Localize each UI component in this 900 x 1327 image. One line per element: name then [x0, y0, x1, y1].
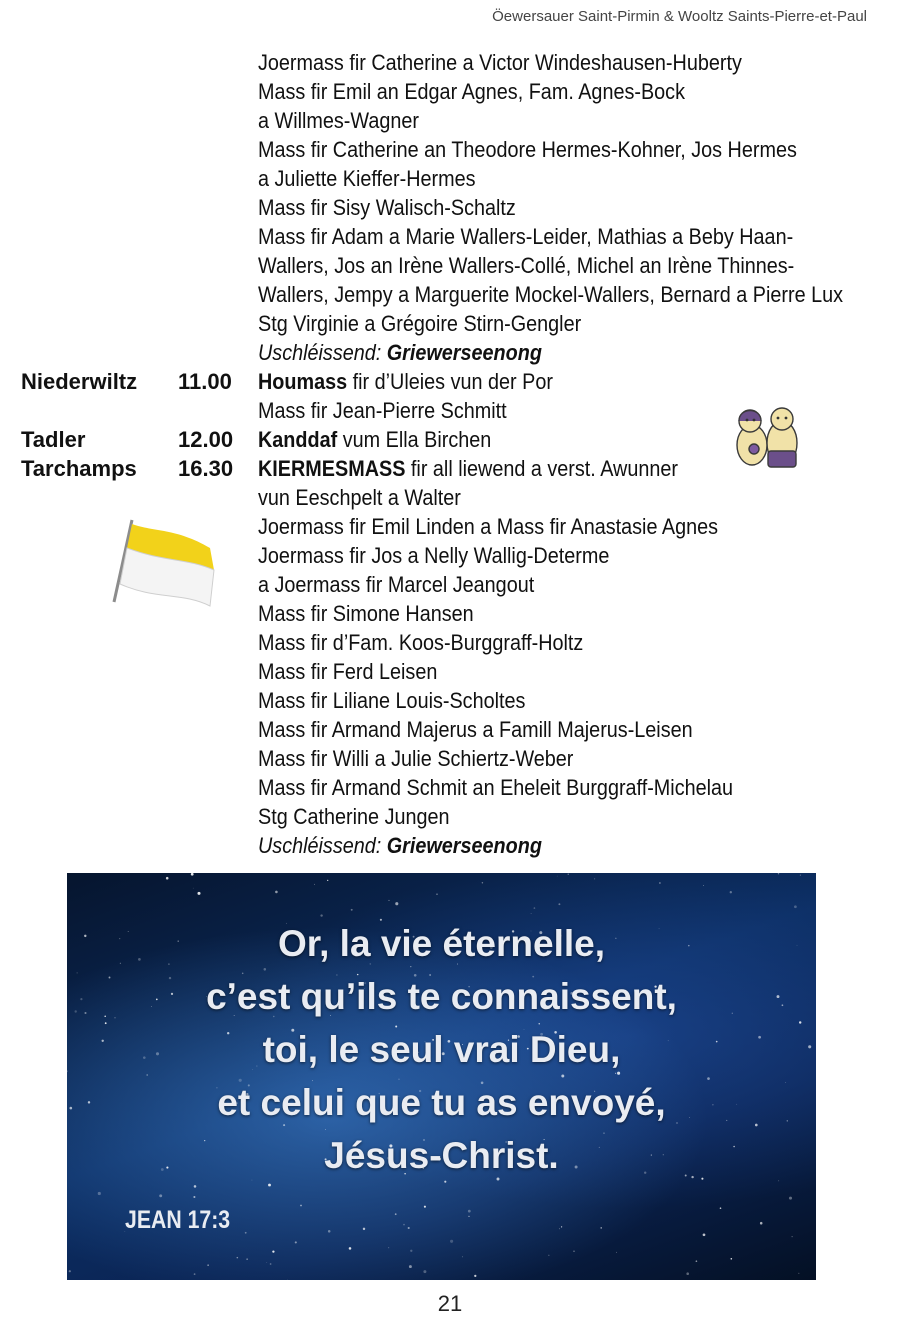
- star: [363, 1228, 365, 1230]
- intention-text: [258, 48, 742, 77]
- star: [462, 1256, 463, 1257]
- star: [568, 874, 569, 875]
- service-type: KIERMESMASS: [258, 456, 406, 481]
- star: [328, 1230, 331, 1233]
- location-name: Niederwiltz: [21, 369, 138, 394]
- schedule-row: [0, 657, 900, 686]
- star: [193, 888, 194, 889]
- star: [395, 1213, 397, 1215]
- schedule-row: [0, 831, 900, 860]
- intention-text: [258, 106, 419, 135]
- star: [207, 1264, 208, 1265]
- schedule-row: [0, 802, 900, 831]
- intention-detail: Mass fir Simone Hansen: [258, 601, 474, 626]
- star: [557, 876, 558, 877]
- star: [287, 1279, 288, 1280]
- intention-text: [258, 483, 461, 512]
- service-type: Griewerseenong: [386, 340, 542, 365]
- star: [194, 1185, 197, 1188]
- star: [659, 882, 661, 884]
- star: [295, 1241, 297, 1243]
- intention-detail: Mass fir Willi a Julie Schiertz-Weber: [258, 746, 574, 771]
- star: [159, 1194, 162, 1197]
- schedule-row: [0, 280, 900, 309]
- star: [561, 1226, 562, 1227]
- star: [703, 885, 704, 886]
- star: [436, 894, 437, 895]
- star: [468, 1210, 471, 1213]
- star: [760, 1222, 763, 1225]
- intention-text: [258, 280, 843, 309]
- star: [720, 1207, 722, 1209]
- star: [730, 891, 732, 893]
- star: [558, 903, 560, 905]
- star: [266, 1262, 267, 1263]
- schedule-row: [0, 744, 900, 773]
- star: [351, 909, 353, 911]
- star: [800, 875, 801, 876]
- star: [349, 1247, 352, 1250]
- intention-text: [258, 831, 542, 860]
- intention-text: [258, 309, 581, 338]
- mass-time: 12.00: [178, 427, 234, 452]
- intention-detail: Mass fir Sisy Walisch-Schaltz: [258, 195, 516, 220]
- intention-detail: Wallers, Jos an Irène Wallers-Collé, Michel an Irène Thinnes-: [258, 253, 795, 278]
- schedule-row: [0, 77, 900, 106]
- star: [166, 877, 169, 880]
- location-name: Tarchamps: [21, 456, 137, 481]
- intention-text: [258, 396, 507, 425]
- star: [327, 880, 328, 881]
- intention-text: [258, 338, 542, 367]
- intention-detail: vun Eeschpelt a Walter: [258, 485, 461, 510]
- mass-time: 11.00: [178, 369, 232, 394]
- star: [197, 892, 200, 895]
- intention-text: [258, 541, 609, 570]
- star: [482, 882, 483, 883]
- intention-detail: Mass fir Emil an Edgar Agnes, Fam. Agnes-Bock: [258, 79, 685, 104]
- star: [423, 1270, 426, 1273]
- star: [789, 1197, 792, 1200]
- followed-by-label: Uschléissend:: [258, 340, 387, 365]
- star: [794, 905, 797, 908]
- scripture-banner: [67, 873, 816, 1280]
- star: [314, 884, 315, 885]
- schedule-row: [0, 193, 900, 222]
- intention-detail: Mass fir Ferd Leisen: [258, 659, 438, 684]
- schedule-row: [0, 367, 900, 396]
- star: [559, 1228, 560, 1229]
- schedule-row: [0, 48, 900, 77]
- intention-detail: Mass fir Armand Majerus a Famill Majerus-Leisen: [258, 717, 693, 742]
- star: [424, 1206, 426, 1208]
- star: [548, 1255, 549, 1256]
- intention-text: [258, 135, 797, 164]
- intention-text: [258, 222, 793, 251]
- intention-detail: Mass fir Adam a Marie Wallers-Leider, Mathias a Beby Haan-: [258, 224, 794, 249]
- intention-text: [258, 512, 718, 541]
- intention-text: [258, 628, 583, 657]
- schedule-row: [0, 628, 900, 657]
- intention-detail: a Willmes-Wagner: [258, 108, 420, 133]
- intention-detail: Mass fir d’Fam. Koos-Burggraff-Holtz: [258, 630, 584, 655]
- schedule-row: [0, 164, 900, 193]
- service-type: Houmass: [258, 369, 348, 394]
- papal-flag-icon: [106, 518, 218, 610]
- intention-detail: a Juliette Kieffer-Hermes: [258, 166, 476, 191]
- schedule-row: [0, 106, 900, 135]
- star: [531, 913, 532, 914]
- mass-time: 16.30: [178, 456, 234, 481]
- schedule-row: [0, 309, 900, 338]
- star: [193, 1196, 195, 1198]
- star: [403, 1224, 405, 1226]
- cartoon-couple-icon: [730, 405, 804, 471]
- intention-detail: Stg Catherine Jungen: [258, 804, 450, 829]
- schedule-row: [0, 686, 900, 715]
- location-name: Tadler: [21, 427, 86, 452]
- star: [270, 1263, 272, 1265]
- star: [686, 1272, 689, 1275]
- star: [245, 1232, 247, 1234]
- service-type: Griewerseenong: [386, 833, 542, 858]
- followed-by-label: Uschléissend:: [258, 833, 387, 858]
- star: [731, 1258, 733, 1260]
- intention-text: [258, 802, 450, 831]
- intention-text: [258, 686, 525, 715]
- star: [272, 1250, 274, 1252]
- star: [573, 1251, 574, 1252]
- star: [237, 1257, 239, 1259]
- star: [268, 1184, 271, 1187]
- star: [450, 1240, 453, 1243]
- intention-text: [258, 657, 437, 686]
- quote-line: Or, la vie éternelle,: [277, 923, 606, 964]
- intention-text: [258, 773, 733, 802]
- intention-text: [258, 570, 534, 599]
- quote-line: et celui que tu as envoyé,: [217, 1082, 666, 1123]
- intention-detail: Stg Virginie a Grégoire Stirn-Gengler: [258, 311, 582, 336]
- star: [300, 1205, 302, 1207]
- star: [798, 1273, 799, 1274]
- star: [600, 1227, 602, 1229]
- intention-text: [258, 454, 678, 483]
- star: [534, 907, 536, 909]
- intention-text: [258, 77, 685, 106]
- intention-detail: Mass fir Catherine an Theodore Hermes-Kohner, Jos Hermes: [258, 137, 797, 162]
- intention-detail: Joermass fir Jos a Nelly Wallig-Determe: [258, 543, 610, 568]
- intention-text: [258, 425, 491, 454]
- intention-detail: Mass fir Jean-Pierre Schmitt: [258, 398, 507, 423]
- intention-detail: fir d’Uleies vun der Por: [347, 369, 553, 394]
- intention-detail: Wallers, Jempy a Marguerite Mockel-Wallers, Bernard a Pierre Lux: [258, 282, 844, 307]
- intention-detail: vum Ella Birchen: [337, 427, 492, 452]
- star: [594, 878, 595, 879]
- star: [410, 1250, 412, 1252]
- quote-line: toi, le seul vrai Dieu,: [262, 1029, 621, 1070]
- schedule-row: [0, 222, 900, 251]
- page-number: 21: [437, 1291, 463, 1316]
- schedule-row: [0, 773, 900, 802]
- schedule-row: [0, 483, 900, 512]
- scripture-reference: JEAN 17:3: [125, 1206, 231, 1234]
- intention-text: [258, 367, 553, 396]
- star: [703, 1233, 706, 1236]
- schedule-row: [0, 251, 900, 280]
- intention-detail: Mass fir Liliane Louis-Scholtes: [258, 688, 526, 713]
- schedule-row: [0, 135, 900, 164]
- intention-text: [258, 744, 573, 773]
- star: [191, 873, 194, 876]
- star: [275, 891, 278, 894]
- quote-line: Jésus-Christ.: [324, 1135, 559, 1176]
- intention-detail: Mass fir Armand Schmit an Eheleit Burggraff-Michelau: [258, 775, 734, 800]
- intention-text: [258, 251, 794, 280]
- star: [616, 1252, 617, 1253]
- star: [98, 1192, 101, 1195]
- intention-detail: Joermass fir Catherine a Victor Windeshausen-Huberty: [258, 50, 742, 75]
- schedule-row: [0, 338, 900, 367]
- intention-detail: a Joermass fir Marcel Jeangout: [258, 572, 535, 597]
- star: [696, 1260, 698, 1262]
- schedule-row: [0, 715, 900, 744]
- scripture-quote: [67, 917, 816, 1182]
- star: [778, 873, 779, 874]
- star: [246, 1258, 247, 1259]
- star: [389, 900, 390, 901]
- star: [468, 1216, 469, 1217]
- star: [194, 1273, 196, 1275]
- intention-text: [258, 164, 476, 193]
- page-header: Öewersauer Saint-Pirmin & Wooltz Saints-Pierre-et-Paul: [492, 8, 867, 25]
- quote-line: c’est qu’ils te connaissent,: [206, 976, 677, 1017]
- star: [388, 1247, 389, 1248]
- intention-detail: Joermass fir Emil Linden a Mass fir Anastasie Agnes: [258, 514, 719, 539]
- star: [474, 1275, 476, 1277]
- star: [792, 1236, 793, 1237]
- intention-text: [258, 599, 474, 628]
- star: [408, 1227, 410, 1229]
- intention-text: [258, 715, 693, 744]
- service-type: Kanddaf: [258, 427, 338, 452]
- star: [395, 902, 398, 905]
- intention-text: [258, 193, 516, 222]
- star: [69, 1270, 71, 1272]
- star: [409, 1265, 412, 1268]
- intention-detail: fir all liewend a verst. Awunner: [405, 456, 678, 481]
